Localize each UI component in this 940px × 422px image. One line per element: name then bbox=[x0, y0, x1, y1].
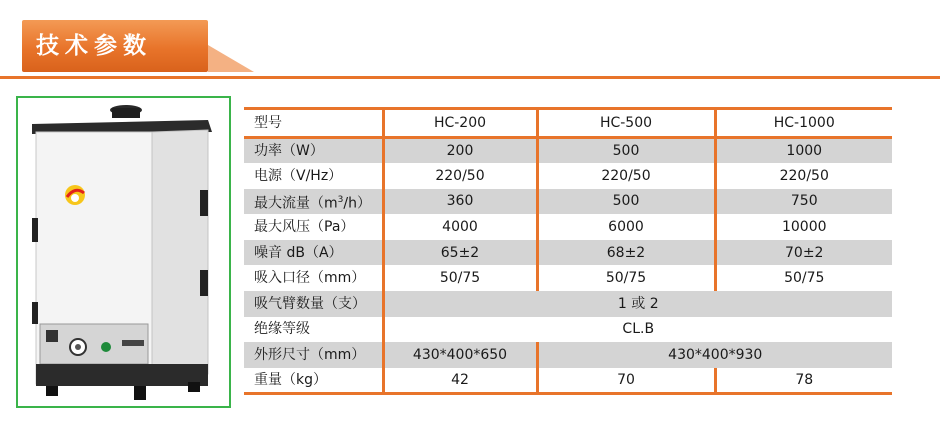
header-cell: HC-1000 bbox=[715, 109, 892, 138]
table-cell-merged: 1 或 2 bbox=[383, 291, 892, 317]
table-cell: 42 bbox=[383, 368, 537, 394]
table-cell: 10000 bbox=[715, 214, 892, 240]
row-label-superscript: 3 bbox=[337, 194, 344, 205]
row-label: 吸气臂数量（支） bbox=[244, 291, 383, 317]
header-cell: HC-200 bbox=[383, 109, 537, 138]
row-label bbox=[244, 189, 383, 215]
row-label: 绝缘等级 bbox=[244, 317, 383, 343]
table-row bbox=[244, 368, 892, 394]
banner-accent-tail bbox=[208, 45, 254, 72]
row-label: 噪音 dB（A） bbox=[244, 240, 383, 266]
table-cell: 220/50 bbox=[383, 163, 537, 189]
header-cell: 型号 bbox=[244, 109, 383, 138]
table-cell: 500 bbox=[537, 138, 715, 164]
row-label-text: /h） bbox=[343, 195, 371, 212]
table-cell: 6000 bbox=[537, 214, 715, 240]
table-cell: 50/75 bbox=[715, 265, 892, 291]
section-title: 技术参数 bbox=[36, 33, 152, 59]
table-cell: 220/50 bbox=[537, 163, 715, 189]
table-cell: 360 bbox=[383, 189, 537, 215]
row-label: 外形尺寸（mm） bbox=[244, 342, 383, 368]
table-cell-merged: 430*400*930 bbox=[537, 342, 892, 368]
table-cell: 200 bbox=[383, 138, 537, 164]
table-row bbox=[244, 163, 892, 189]
table-cell: 50/75 bbox=[383, 265, 537, 291]
table-cell: 70±2 bbox=[715, 240, 892, 266]
row-label: 电源（V/Hz） bbox=[244, 163, 383, 189]
table-cell: 500 bbox=[537, 189, 715, 215]
table-cell: 78 bbox=[715, 368, 892, 394]
table-cell: 65±2 bbox=[383, 240, 537, 266]
row-label: 重量（kg） bbox=[244, 368, 383, 394]
table-cell-merged: CL.B bbox=[383, 317, 892, 343]
table-row bbox=[244, 214, 892, 240]
table-row bbox=[244, 291, 892, 317]
row-label: 功率（W） bbox=[244, 138, 383, 164]
table-cell: 750 bbox=[715, 189, 892, 215]
table-cell: 4000 bbox=[383, 214, 537, 240]
row-label-text: 最大流量（m bbox=[254, 195, 338, 212]
row-label: 吸入口径（mm） bbox=[244, 265, 383, 291]
table-row bbox=[244, 342, 892, 368]
table-row bbox=[244, 189, 892, 215]
product-image-frame bbox=[16, 96, 231, 408]
row-label: 最大风压（Pa） bbox=[244, 214, 383, 240]
table-cell: 50/75 bbox=[537, 265, 715, 291]
table-header-row bbox=[244, 109, 892, 138]
table-row bbox=[244, 317, 892, 343]
table-cell: 70 bbox=[537, 368, 715, 394]
brand-logo-icon bbox=[65, 185, 85, 205]
table-cell: 220/50 bbox=[715, 163, 892, 189]
table-cell: 430*400*650 bbox=[383, 342, 537, 368]
table-row bbox=[244, 265, 892, 291]
spec-table bbox=[244, 107, 892, 395]
header-cell: HC-500 bbox=[537, 109, 715, 138]
product-image bbox=[18, 98, 229, 406]
table-row bbox=[244, 240, 892, 266]
table-cell: 1000 bbox=[715, 138, 892, 164]
table-row bbox=[244, 138, 892, 164]
table-cell: 68±2 bbox=[537, 240, 715, 266]
banner-divider bbox=[0, 76, 940, 79]
